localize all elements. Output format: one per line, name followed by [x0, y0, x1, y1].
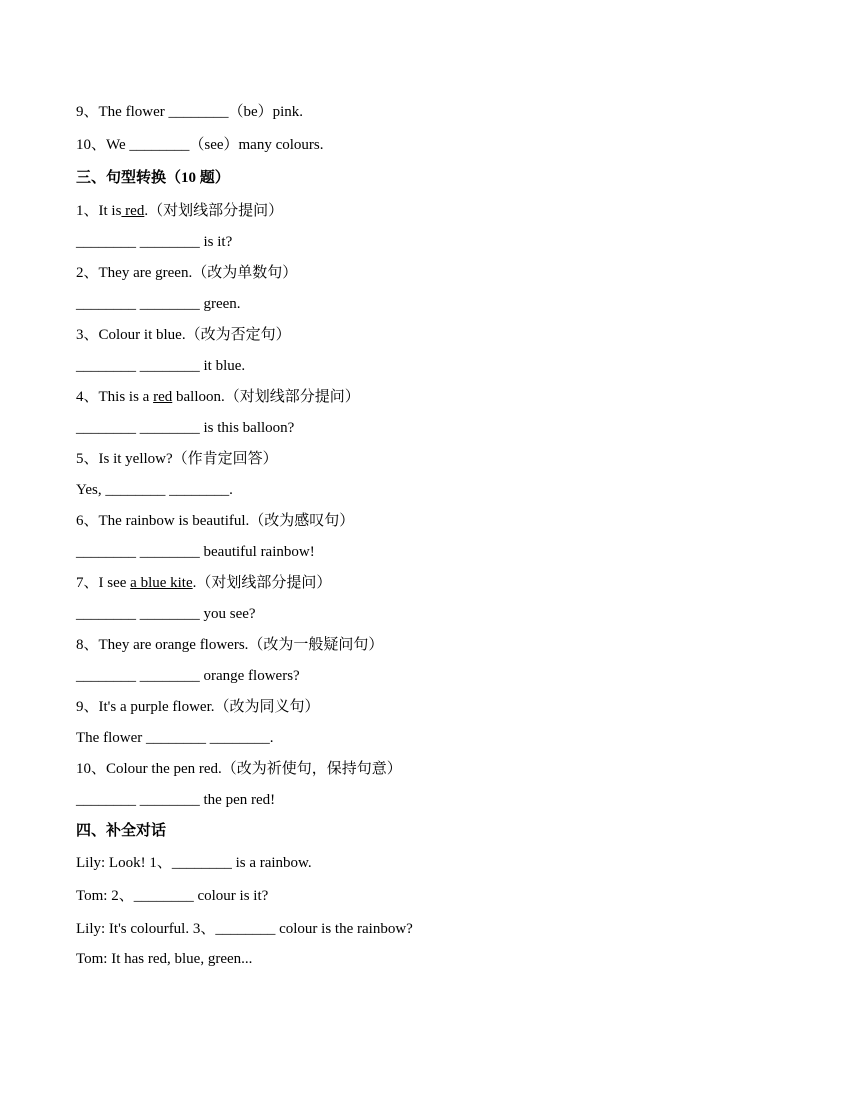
document-line	[76, 449, 278, 469]
document-line	[76, 919, 413, 939]
line-text: ________ ________ orange flowers?	[76, 668, 300, 684]
line-text: 9、The flower ________（be）pink.	[76, 104, 304, 120]
line-text: Tom: 2、________ colour is it?	[76, 888, 269, 904]
line-text: .（对划线部分提问）	[192, 575, 332, 591]
line-text: 8、They are orange flowers.（改为一般疑问句）	[76, 637, 384, 653]
document-line	[76, 511, 354, 531]
section-heading	[76, 168, 230, 188]
section-heading	[76, 821, 166, 841]
document-line	[76, 886, 268, 906]
document-line	[76, 356, 245, 376]
document-line	[76, 135, 324, 155]
line-text: 5、Is it yellow?（作肯定回答）	[76, 451, 278, 467]
line-text: Lily: Look! 1、________ is a rainbow.	[76, 855, 312, 871]
line-text: Tom: It has red, blue, green...	[76, 951, 253, 967]
line-text: 2、They are green.（改为单数句）	[76, 265, 298, 281]
document-line	[76, 542, 315, 562]
document-line	[76, 790, 275, 810]
line-text: 10、Colour the pen red.（改为祈使句，保持句意）	[76, 761, 402, 777]
line-text: 1、It is	[76, 203, 122, 219]
line-text: .（对划线部分提问）	[144, 203, 284, 219]
line-text: ________ ________ is it?	[76, 234, 233, 250]
document-line	[76, 201, 283, 221]
line-text: 6、The rainbow is beautiful.（改为感叹句）	[76, 513, 355, 529]
line-text: 10、We ________（see）many colours.	[76, 137, 324, 153]
document-line	[76, 418, 294, 438]
underlined-text: red	[121, 203, 145, 219]
document-line	[76, 853, 312, 873]
line-text: ________ ________ it blue.	[76, 358, 246, 374]
line-text: 4、This is a	[76, 389, 154, 405]
line-text: ________ ________ you see?	[76, 606, 256, 622]
underlined-text: red	[153, 389, 173, 405]
document-line	[76, 949, 252, 969]
document-line	[76, 102, 303, 122]
line-text: The flower ________ ________.	[76, 730, 274, 746]
document-line	[76, 759, 402, 779]
line-text: ________ ________ is this balloon?	[76, 420, 295, 436]
line-text: 四、补全对话	[76, 823, 167, 839]
line-text: 3、Colour it blue.（改为否定句）	[76, 327, 291, 343]
line-text: ________ ________ green.	[76, 296, 241, 312]
document-line	[76, 232, 232, 252]
document-line	[76, 604, 256, 624]
underlined-text: a blue kite	[130, 575, 193, 591]
document-line	[76, 263, 297, 283]
document-line	[76, 294, 241, 314]
document-line	[76, 480, 233, 500]
line-text: ________ ________ the pen red!	[76, 792, 276, 808]
document-line	[76, 573, 331, 593]
document-line	[76, 387, 360, 407]
line-text: Yes, ________ ________.	[76, 482, 233, 498]
document-line	[76, 635, 383, 655]
document-line	[76, 728, 273, 748]
line-text: Lily: It's colourful. 3、________ colour is the rainbow?	[76, 921, 413, 937]
document-line	[76, 697, 320, 717]
document-line	[76, 325, 291, 345]
line-text: 9、It's a purple flower.（改为同义句）	[76, 699, 320, 715]
line-text: ________ ________ beautiful rainbow!	[76, 544, 315, 560]
document-line	[76, 666, 300, 686]
line-text: 7、I see	[76, 575, 131, 591]
line-text: balloon.（对划线部分提问）	[172, 389, 360, 405]
line-text: 三、句型转换（10 题）	[76, 170, 230, 186]
